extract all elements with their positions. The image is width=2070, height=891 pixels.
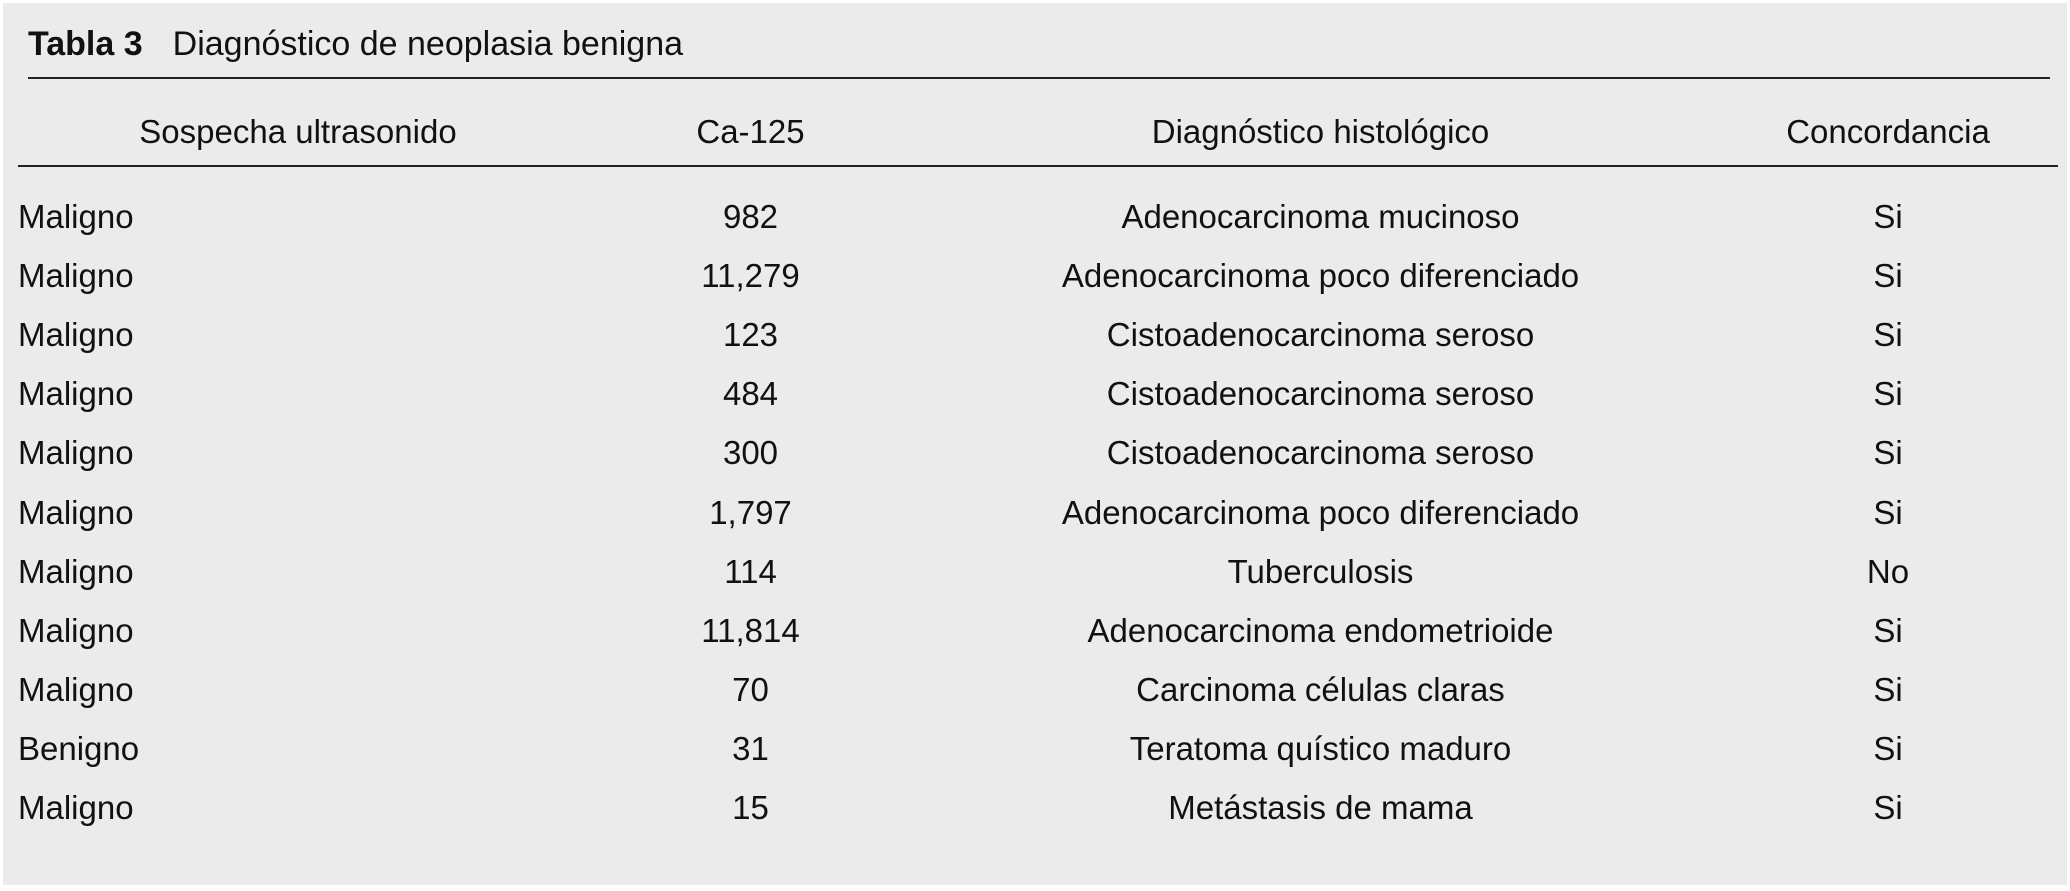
table-caption: [28, 21, 683, 67]
header-concordancia: Concordancia: [1786, 113, 1990, 150]
cell-ca-125: 31: [732, 730, 769, 768]
cell-ca-125: 123: [722, 315, 779, 353]
caption-rule: [28, 77, 2050, 79]
cell-ca-125: 1,797: [709, 493, 792, 531]
table-row: [18, 187, 2058, 246]
cell-sospecha-ultrasonido: Maligno: [18, 315, 134, 353]
header-ca-125: Ca-125: [696, 113, 805, 150]
cell-diagnostico-histologico: Metástasis de mama: [1168, 789, 1473, 827]
cell-sospecha-ultrasonido: Maligno: [18, 671, 134, 709]
cell-ca-125: 114: [724, 552, 777, 590]
table-row: [18, 246, 2058, 305]
header-gap: [18, 165, 2058, 187]
table-row: [18, 779, 2058, 838]
cell-concordancia: Si: [1873, 493, 1903, 531]
cell-diagnostico-histologico: Adenocarcinoma endometrioide: [1087, 611, 1554, 649]
cell-diagnostico-histologico: Adenocarcinoma mucinoso: [1121, 197, 1520, 235]
table-row: [18, 542, 2058, 601]
cell-sospecha-ultrasonido: Maligno: [18, 789, 134, 827]
header-sospecha-ultrasonido: Sospecha ultrasonido: [139, 113, 457, 150]
cell-concordancia: Si: [1873, 315, 1903, 353]
cell-ca-125: 484: [722, 375, 779, 413]
table-panel: [3, 3, 2067, 885]
cell-concordancia: Si: [1873, 375, 1903, 413]
table-body: [18, 165, 2058, 838]
cell-ca-125: 11,814: [701, 611, 800, 649]
cell-concordancia: Si: [1873, 197, 1903, 235]
cell-ca-125: 300: [722, 434, 779, 472]
table-label: Tabla 3: [28, 25, 143, 63]
cell-diagnostico-histologico: Carcinoma células claras: [1136, 671, 1505, 709]
cell-diagnostico-histologico: Tuberculosis: [1227, 552, 1414, 590]
data-table: [18, 113, 2058, 838]
cell-concordancia: No: [1866, 552, 1910, 590]
table-title: Diagnóstico de neoplasia benigna: [172, 25, 684, 63]
table-row: [18, 661, 2058, 720]
table-row: [18, 601, 2058, 660]
table-row: [18, 305, 2058, 364]
cell-sospecha-ultrasonido: Maligno: [18, 197, 134, 235]
cell-ca-125: 70: [732, 671, 769, 709]
cell-concordancia: Si: [1873, 434, 1903, 472]
table-row: [18, 720, 2058, 779]
cell-diagnostico-histologico: Adenocarcinoma poco diferenciado: [1061, 256, 1580, 294]
table-row: [18, 483, 2058, 542]
cell-ca-125: 15: [732, 789, 769, 827]
cell-concordancia: Si: [1873, 730, 1903, 768]
cell-sospecha-ultrasonido: Maligno: [18, 256, 134, 294]
cell-diagnostico-histologico: Cistoadenocarcinoma seroso: [1106, 434, 1535, 472]
cell-sospecha-ultrasonido: Benigno: [18, 730, 140, 768]
table-row: [18, 424, 2058, 483]
header-diagnostico-histologico: Diagnóstico histológico: [1151, 113, 1490, 150]
cell-diagnostico-histologico: Adenocarcinoma poco diferenciado: [1061, 493, 1580, 531]
cell-concordancia: Si: [1873, 611, 1903, 649]
cell-diagnostico-histologico: Cistoadenocarcinoma seroso: [1106, 315, 1535, 353]
header-row: [18, 113, 2058, 165]
cell-sospecha-ultrasonido: Maligno: [18, 493, 134, 531]
cell-diagnostico-histologico: Cistoadenocarcinoma seroso: [1106, 375, 1535, 413]
cell-sospecha-ultrasonido: Maligno: [18, 375, 134, 413]
cell-concordancia: Si: [1873, 789, 1903, 827]
cell-ca-125: 982: [722, 197, 779, 235]
cell-sospecha-ultrasonido: Maligno: [18, 611, 134, 649]
cell-sospecha-ultrasonido: Maligno: [18, 434, 134, 472]
cell-diagnostico-histologico: Teratoma quístico maduro: [1129, 730, 1512, 768]
cell-ca-125: 11,279: [701, 256, 800, 294]
cell-concordancia: Si: [1873, 671, 1903, 709]
table-row: [18, 365, 2058, 424]
cell-sospecha-ultrasonido: Maligno: [18, 552, 134, 590]
cell-concordancia: Si: [1873, 256, 1903, 294]
